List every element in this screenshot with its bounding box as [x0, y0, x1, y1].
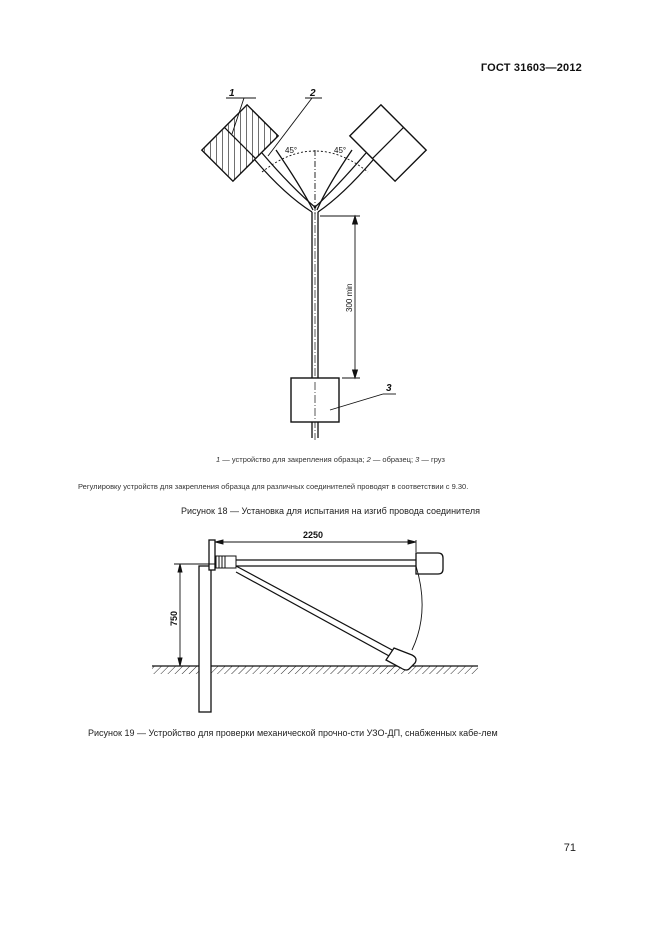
device-horizontal — [416, 553, 443, 574]
cable-horizontal — [236, 560, 416, 566]
callout-3: 3 — [386, 383, 392, 394]
legend-text-1: — устройство для закрепления образца; — [220, 455, 367, 464]
figure-18-caption: Рисунок 18 — Установка для испытания на изгиб провода соединителя — [181, 506, 480, 516]
mounting-block — [216, 556, 236, 568]
legend-text-3: — груз — [419, 455, 445, 464]
standard-header: ГОСТ 31603—2012 — [480, 62, 582, 74]
swing-arc — [412, 566, 422, 650]
support-post — [199, 540, 215, 712]
legend-text-2: — образец; — [370, 455, 416, 464]
angle-label-right: 45° — [334, 146, 347, 155]
legend-num-2: 2 — [366, 455, 371, 464]
adjustment-note: Регулировку устройств для закрепления образца для различных соединителей проводят в соответствии с 9.30. — [78, 482, 469, 491]
callout-2: 2 — [310, 88, 316, 99]
dimension-2250 — [215, 540, 416, 552]
page-number: 71 — [563, 842, 576, 854]
angle-label-left: 45° — [285, 146, 298, 155]
legend-num-1: 1 — [216, 455, 221, 464]
cable-diagonal — [236, 566, 394, 657]
dimension-label-750: 750 — [169, 610, 179, 626]
dimension-label-300: 300 min — [345, 283, 354, 312]
dimension-label-2250: 2250 — [303, 530, 324, 540]
figure-19-caption: Рисунок 19 — Устройство для проверки механической прочно-сти УЗО-ДП, снабженных кабе-лем — [88, 728, 498, 738]
legend-num-3: 3 — [415, 455, 420, 464]
callout-1: 1 — [229, 88, 235, 99]
